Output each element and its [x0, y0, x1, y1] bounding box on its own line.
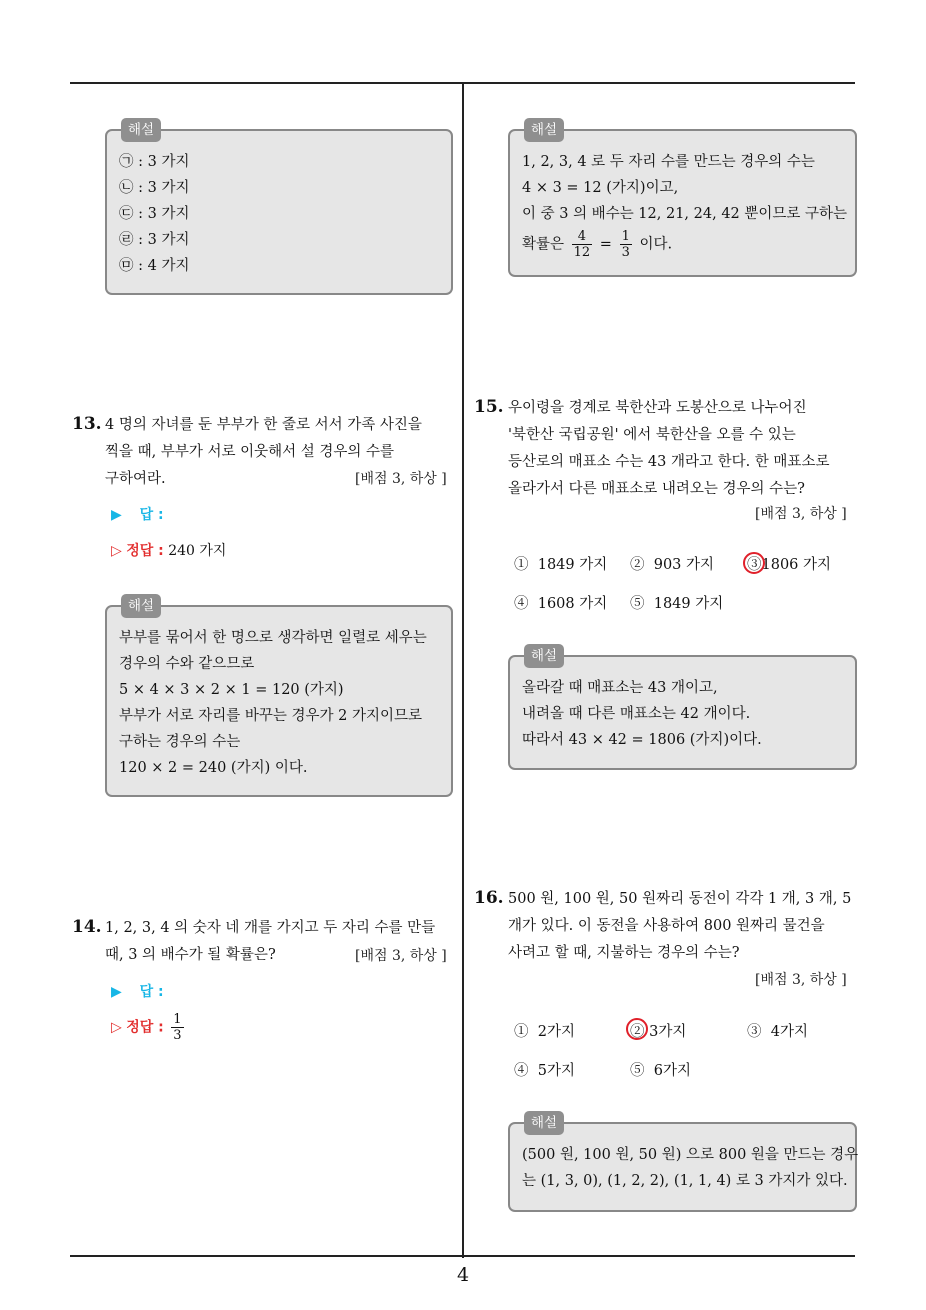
choice-16-3[interactable] [747, 1020, 808, 1041]
choice-text: 2가지 [537, 1024, 575, 1040]
choice-text: 6가지 [653, 1063, 691, 1079]
choice-mark: ③ [747, 557, 762, 573]
choice-15-5[interactable] [630, 592, 723, 613]
question-13-meta: [배점 3, 하상 ] [355, 471, 447, 487]
solution-line: 120 × 2 = 240 (가지) 이다. [119, 760, 308, 776]
solution-line: 는 (1, 3, 0), (1, 2, 2), (1, 1, 4) 로 3 가지가 있다. [522, 1173, 848, 1189]
choice-text: 1849 가지 [537, 557, 608, 573]
answer-label: 답 : [139, 507, 164, 523]
solution-line: 1, 2, 3, 4 로 두 자리 수를 만드는 경우의 수는 [522, 154, 815, 170]
fraction-denominator: 3 [621, 245, 630, 260]
probability-prefix: 확률은 [522, 236, 565, 253]
choice-mark: ③ [747, 1024, 762, 1040]
solution-line: (500 원, 100 원, 50 원) 으로 800 원을 만드는 경우 [522, 1147, 859, 1163]
question-number-16: 16. [474, 888, 504, 908]
solution-line: ㉡ : 3 가지 [119, 180, 190, 196]
choice-16-5[interactable] [630, 1059, 691, 1080]
question-16-text [508, 886, 858, 967]
choice-mark: ④ [514, 1063, 529, 1079]
choice-mark: ⑤ [630, 596, 645, 612]
solution-box-left-top [105, 122, 453, 295]
choice-mark: ⑤ [630, 1063, 645, 1079]
outline-arrow-icon: ▷ [111, 1019, 122, 1036]
fraction-numerator: 4 [572, 229, 593, 245]
solution-line: 올라갈 때 매표소는 43 개이고, [522, 680, 718, 696]
fraction-4-12 [572, 229, 593, 260]
solution-line: 따라서 43 × 42 = 1806 (가지)이다. [522, 732, 762, 748]
selected-circle-mark [743, 552, 765, 574]
question-14-meta: [배점 3, 하상 ] [355, 948, 447, 964]
correct-fraction [171, 1012, 183, 1043]
question-15-text [508, 395, 858, 503]
choice-text: 1849 가지 [653, 596, 724, 612]
choice-text: 1608 가지 [537, 596, 608, 612]
solution-box-15 [508, 648, 857, 770]
answer-input-14[interactable] [111, 981, 164, 1001]
solution-line: 5 × 4 × 3 × 2 × 1 = 120 (가지) [119, 682, 344, 698]
solution-line: ㉠ : 3 가지 [119, 154, 190, 170]
fraction-numerator: 1 [173, 1012, 182, 1027]
question-line: 4 명의 자녀를 둔 부부가 한 줄로 서서 가족 사진을 [105, 417, 422, 433]
solution-line: ㉤ : 4 가지 [119, 258, 190, 274]
choice-15-4[interactable] [514, 592, 607, 613]
choice-mark: ② [630, 1024, 645, 1040]
solution-line-probability [522, 229, 843, 260]
solution-line: 내려올 때 다른 매표소는 42 개이다. [522, 706, 751, 722]
question-line: 올라가서 다른 매표소로 내려오는 경우의 수는? [508, 481, 805, 497]
choice-text: 903 가지 [653, 557, 715, 573]
solution-line: 부부를 묶어서 한 명으로 생각하면 일렬로 세우는 [119, 630, 427, 646]
correct-answer-13 [111, 540, 226, 560]
choice-mark: ④ [514, 596, 529, 612]
solution-line: 부부가 서로 자리를 바꾸는 경우가 2 가지이므로 [119, 708, 423, 724]
question-number-13: 13. [72, 414, 102, 434]
solution-tag: 해설 [121, 594, 161, 618]
play-arrow-icon: ▶ [111, 984, 122, 1000]
solution-tag: 해설 [524, 1111, 564, 1135]
answer-input-13[interactable] [111, 504, 164, 524]
play-arrow-icon: ▶ [111, 507, 122, 523]
solution-box-16 [508, 1115, 859, 1212]
question-line: 우이령을 경계로 북한산과 도봉산으로 나누어진 [508, 400, 807, 416]
probability-suffix: 이다. [639, 236, 673, 253]
question-line: 1, 2, 3, 4 의 숫자 네 개를 가지고 두 자리 수를 만들 [105, 920, 436, 936]
fraction-1-3 [620, 229, 632, 260]
choice-mark: ① [514, 1024, 529, 1040]
question-line: 개가 있다. 이 동전을 사용하여 800 원짜리 물건을 [508, 918, 825, 934]
correct-label: 정답 : [126, 1019, 164, 1036]
choice-mark: ② [630, 557, 645, 573]
solution-line: 이 중 3 의 배수는 12, 21, 24, 42 뿐이므로 구하는 [522, 206, 848, 222]
choice-text: 1806 가지 [761, 557, 832, 573]
solution-line: 구하는 경우의 수는 [119, 734, 241, 750]
choice-text: 3가지 [649, 1024, 687, 1040]
solution-line: ㉣ : 3 가지 [119, 232, 190, 248]
selected-circle-mark [626, 1018, 648, 1040]
question-line: 구하여라. [105, 471, 166, 487]
solution-box-right-top [508, 122, 857, 277]
question-16-meta: [배점 3, 하상 ] [755, 972, 847, 988]
solution-tag: 해설 [121, 118, 161, 142]
column-divider [462, 82, 464, 1258]
choice-text: 5가지 [537, 1063, 575, 1079]
solution-line: ㉢ : 3 가지 [119, 206, 190, 222]
fraction-numerator: 1 [621, 229, 630, 244]
choice-16-4[interactable] [514, 1059, 575, 1080]
choice-text: 4가지 [770, 1024, 808, 1040]
question-15-meta: [배점 3, 하상 ] [755, 506, 847, 522]
correct-label: 정답 : [126, 543, 164, 559]
choice-mark: ① [514, 557, 529, 573]
question-number-14: 14. [72, 917, 102, 937]
correct-answer-14 [111, 1012, 187, 1043]
solution-box-13 [105, 598, 453, 797]
question-line: 찍을 때, 부부가 서로 이웃해서 설 경우의 수를 [105, 444, 394, 460]
question-line: 등산로의 매표소 수는 43 개라고 한다. 한 매표소로 [508, 454, 830, 470]
fraction-denominator: 3 [173, 1028, 182, 1043]
answer-label: 답 : [139, 984, 164, 1000]
question-number-15: 15. [474, 397, 504, 417]
question-line: 사려고 할 때, 지불하는 경우의 수는? [508, 945, 740, 961]
solution-line: 경우의 수와 같으므로 [119, 656, 255, 672]
choice-15-1[interactable] [514, 553, 607, 574]
solution-line: 4 × 3 = 12 (가지)이고, [522, 180, 679, 196]
question-line: '북한산 국립공원' 에서 북한산을 오를 수 있는 [508, 427, 796, 443]
choice-15-2[interactable] [630, 553, 714, 574]
page-number: 4 [456, 1264, 470, 1286]
correct-value: 240 가지 [168, 543, 227, 559]
question-line: 500 원, 100 원, 50 원짜리 동전이 각각 1 개, 3 개, 5 [508, 891, 852, 907]
fraction-denominator: 12 [573, 245, 591, 260]
equals-sign: = [599, 236, 612, 253]
choice-16-1[interactable] [514, 1020, 575, 1041]
outline-arrow-icon: ▷ [111, 543, 122, 559]
solution-tag: 해설 [524, 118, 564, 142]
question-line: 때, 3 의 배수가 될 확률은? [105, 947, 276, 963]
solution-tag: 해설 [524, 644, 564, 668]
